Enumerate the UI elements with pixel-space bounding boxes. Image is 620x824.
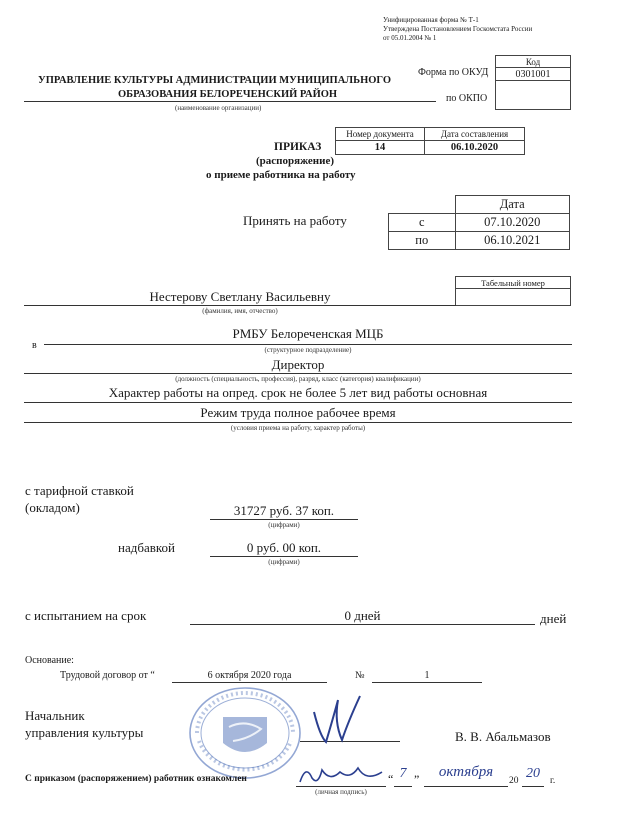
- employee-name-caption: (фамилия, имя, отчество): [202, 307, 278, 315]
- ack-year-suffix: 20: [526, 766, 540, 781]
- ack-month: октября: [438, 764, 494, 780]
- date-column-header: Дата: [455, 196, 570, 214]
- position-underline: [24, 373, 572, 374]
- code-table: [495, 55, 571, 110]
- employee-name: Нестерову Светлану Васильевну: [149, 289, 331, 304]
- bonus-label: надбавкой: [118, 540, 175, 555]
- department-caption: (структурное подразделение): [264, 346, 352, 354]
- probation-label: с испытанием на срок: [25, 608, 147, 623]
- ack-month-underline: [424, 786, 508, 787]
- rate-label-2: (окладом): [25, 500, 80, 515]
- ack-quote-open: “: [388, 772, 394, 786]
- organization-line-1: УПРАВЛЕНИЕ КУЛЬТУРЫ АДМИНИСТРАЦИИ МУНИЦИПАЛЬНОГО: [38, 75, 391, 86]
- from-date: 07.10.2020: [455, 214, 570, 232]
- ack-day-underline: [394, 786, 412, 787]
- doc-number-value: 14: [336, 141, 425, 155]
- department-value: РМБУ Белореченская МЦБ: [232, 326, 384, 341]
- okud-label: Форма по ОКУД: [418, 67, 489, 78]
- work-character-underline: [24, 402, 572, 403]
- organization-caption: (наименование организации): [175, 104, 262, 112]
- work-mode: Режим труда полное рабочее время: [200, 405, 396, 420]
- director-signature: [308, 692, 368, 748]
- ack-year-prefix: 20: [509, 776, 519, 786]
- year-suffix-label: г.: [550, 776, 556, 786]
- position-value: Директор: [271, 357, 325, 372]
- rate-value: 31727 руб. 37 коп.: [233, 503, 335, 518]
- organization-underline: [24, 101, 436, 102]
- okpo-label: по ОКПО: [446, 93, 488, 104]
- organization-line-2: ОБРАЗОВАНИЯ БЕЛОРЕЧЕНСКИЙ РАЙОН: [118, 89, 338, 100]
- contract-date: 6 октября 2020 года: [207, 670, 292, 681]
- order-subtitle: (распоряжение): [256, 155, 335, 167]
- code-header: Код: [496, 56, 571, 68]
- ack-day: 7: [399, 766, 407, 781]
- department-underline: [44, 344, 572, 345]
- organization-stamp: [185, 683, 305, 783]
- tab-number-table: [455, 276, 571, 306]
- number-label: №: [355, 670, 365, 681]
- ack-quote-close: ”: [414, 772, 420, 786]
- form-title-line-2: Утверждена Постановлением Госкомстата России: [383, 25, 533, 33]
- employee-signature: [296, 760, 386, 788]
- form-title-line-3: от 05.01.2004 № 1: [383, 34, 437, 42]
- work-character: Характер работы на опред. срок не более 5 лет вид работы основная: [108, 385, 488, 400]
- from-label: с: [389, 214, 456, 232]
- doc-date-value: 06.10.2020: [425, 141, 525, 155]
- bonus-value: 0 руб. 00 коп.: [246, 540, 322, 555]
- order-about: о приеме работника на работу: [206, 169, 356, 181]
- probation-suffix: дней: [540, 611, 567, 626]
- hire-label: Принять на работу: [243, 213, 347, 228]
- work-mode-underline: [24, 422, 572, 423]
- form-title-line-1: Унифицированная форма № Т-1: [383, 16, 479, 24]
- contract-number-underline: [372, 682, 482, 683]
- signer-position-line-1: Начальник: [25, 708, 85, 723]
- doc-number-header: Номер документа: [336, 128, 425, 141]
- to-label: по: [389, 232, 456, 250]
- hire-dates-table: [388, 195, 570, 250]
- position-caption: (должность (специальность, профессия), разряд, класс (категория) квалификации): [175, 375, 421, 383]
- conditions-caption: (условия приема на работу, характер работы): [230, 424, 366, 432]
- probation-value: 0 дней: [344, 608, 381, 623]
- okud-value: 0301001: [496, 68, 571, 81]
- employee-name-underline: [24, 305, 456, 306]
- acknowledgement-label: С приказом (распоряжением) работник ознакомлен: [25, 774, 247, 784]
- rate-label-1: с тарифной ставкой: [25, 483, 134, 498]
- order-title: ПРИКАЗ: [274, 141, 322, 153]
- in-label: в: [32, 340, 37, 351]
- contract-number: 1: [424, 670, 430, 681]
- document-number-table: [335, 127, 525, 155]
- tab-number-value: [456, 289, 571, 306]
- rate-caption: (цифрами): [268, 521, 300, 529]
- bonus-caption: (цифрами): [268, 558, 300, 566]
- contract-label: Трудовой договор от “: [60, 670, 155, 681]
- basis-label: Основание:: [25, 655, 74, 666]
- bonus-underline: [210, 556, 358, 557]
- to-date: 06.10.2021: [455, 232, 570, 250]
- personal-signature-caption: (личная подпись): [315, 788, 367, 796]
- signer-name: В. В. Абальмазов: [455, 729, 551, 744]
- probation-underline: [190, 624, 535, 625]
- ack-year-underline: [522, 786, 544, 787]
- rate-underline: [210, 519, 358, 520]
- signer-position-line-2: управления культуры: [25, 725, 144, 740]
- tab-number-header: Табельный номер: [456, 277, 571, 289]
- okpo-value: [496, 81, 571, 110]
- doc-date-header: Дата составления: [425, 128, 525, 141]
